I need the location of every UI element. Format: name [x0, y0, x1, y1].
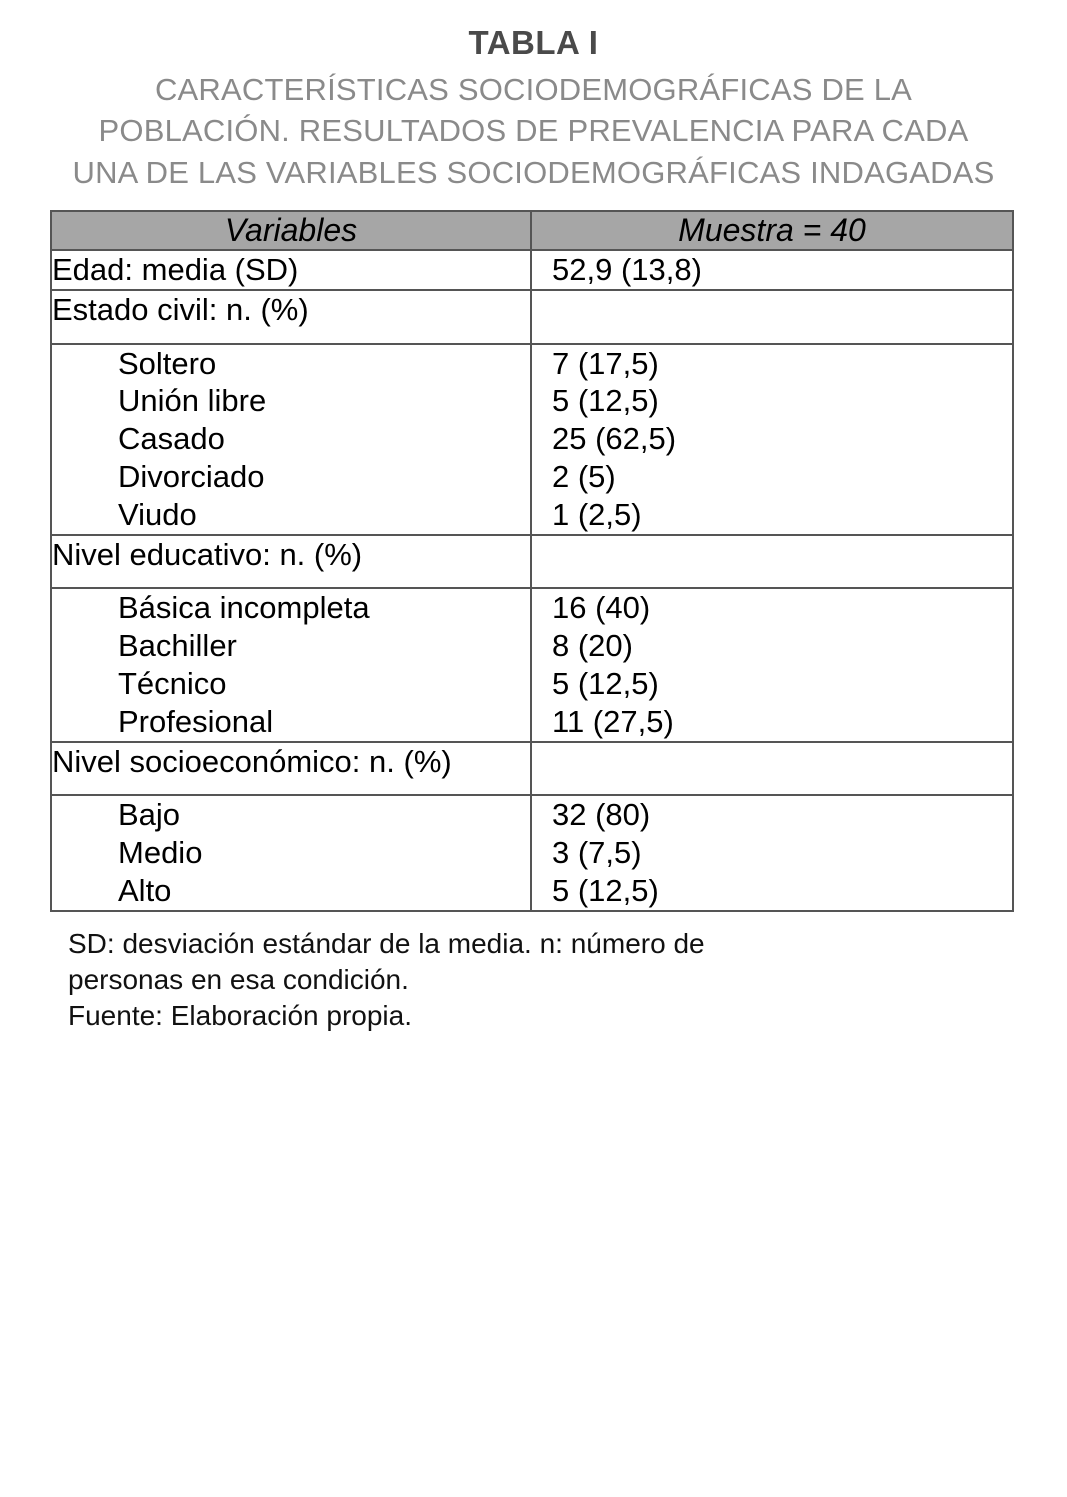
- table-row: [51, 382, 1013, 420]
- column-header-sample: Muestra = 40: [531, 211, 1013, 250]
- table-row: [51, 458, 1013, 496]
- table-row: [51, 665, 1013, 703]
- footnote-line-3: Fuente: Elaboración propia.: [68, 999, 412, 1031]
- row-value: 16 (40): [531, 588, 1013, 627]
- row-value: 1 (2,5): [531, 496, 1013, 535]
- row-label: Bajo: [51, 795, 531, 834]
- row-group-label: Nivel socioeconómico: n. (%): [51, 742, 531, 796]
- table-row: [51, 872, 1013, 911]
- footnote-line-2: personas en esa condición.: [68, 963, 409, 995]
- row-value: 11 (27,5): [531, 703, 1013, 742]
- table-row: [51, 344, 1013, 383]
- table-row: [51, 290, 1013, 344]
- row-value: 2 (5): [531, 458, 1013, 496]
- table-caption: CARACTERÍSTICAS SOCIODEMOGRÁFICAS DE LA POBLACIÓN. RESULTADOS DE PREVALENCIA PARA CADA UNA DE LAS VARIABLES SOCIODEMOGRÁFICAS INDAGADAS: [72, 72, 995, 190]
- footnote-line-1: SD: desviación estándar de la media. n: número de: [68, 927, 705, 959]
- row-value: 52,9 (13,8): [531, 250, 1013, 290]
- table-row: [51, 250, 1013, 290]
- table-row: [51, 703, 1013, 742]
- row-label: Básica incompleta: [51, 588, 531, 627]
- column-header-variables: Variables: [51, 211, 531, 250]
- row-label: Técnico: [51, 665, 531, 703]
- row-label: Profesional: [51, 703, 531, 742]
- table-row: [51, 795, 1013, 834]
- row-value: [531, 290, 1013, 344]
- table-row: [51, 627, 1013, 665]
- table-row: [51, 535, 1013, 589]
- row-label: Medio: [51, 834, 531, 872]
- table-number-label: TABLA I: [468, 24, 599, 61]
- table-row: [51, 742, 1013, 796]
- row-label: Casado: [51, 420, 531, 458]
- row-value: 8 (20): [531, 627, 1013, 665]
- table-row: [51, 588, 1013, 627]
- row-label: Alto: [51, 872, 531, 911]
- row-value: 7 (17,5): [531, 344, 1013, 383]
- row-value: 3 (7,5): [531, 834, 1013, 872]
- row-label: Bachiller: [51, 627, 531, 665]
- table-footnotes: [50, 926, 1017, 1033]
- row-label: Edad: media (SD): [51, 250, 531, 290]
- table-row: [51, 834, 1013, 872]
- row-value: [531, 742, 1013, 796]
- row-group-label: Nivel educativo: n. (%): [51, 535, 531, 589]
- row-value: 5 (12,5): [531, 872, 1013, 911]
- row-value: [531, 535, 1013, 589]
- title-block: [50, 22, 1017, 193]
- row-label: Viudo: [51, 496, 531, 535]
- row-value: 5 (12,5): [531, 665, 1013, 703]
- row-value: 25 (62,5): [531, 420, 1013, 458]
- table-row: [51, 496, 1013, 535]
- table-row: [51, 420, 1013, 458]
- sociodemographic-table: [50, 210, 1014, 912]
- row-group-label: Estado civil: n. (%): [51, 290, 531, 344]
- table-header-row: [51, 211, 1013, 250]
- row-label: Unión libre: [51, 382, 531, 420]
- row-label: Soltero: [51, 344, 531, 383]
- row-value: 32 (80): [531, 795, 1013, 834]
- row-label: Divorciado: [51, 458, 531, 496]
- row-value: 5 (12,5): [531, 382, 1013, 420]
